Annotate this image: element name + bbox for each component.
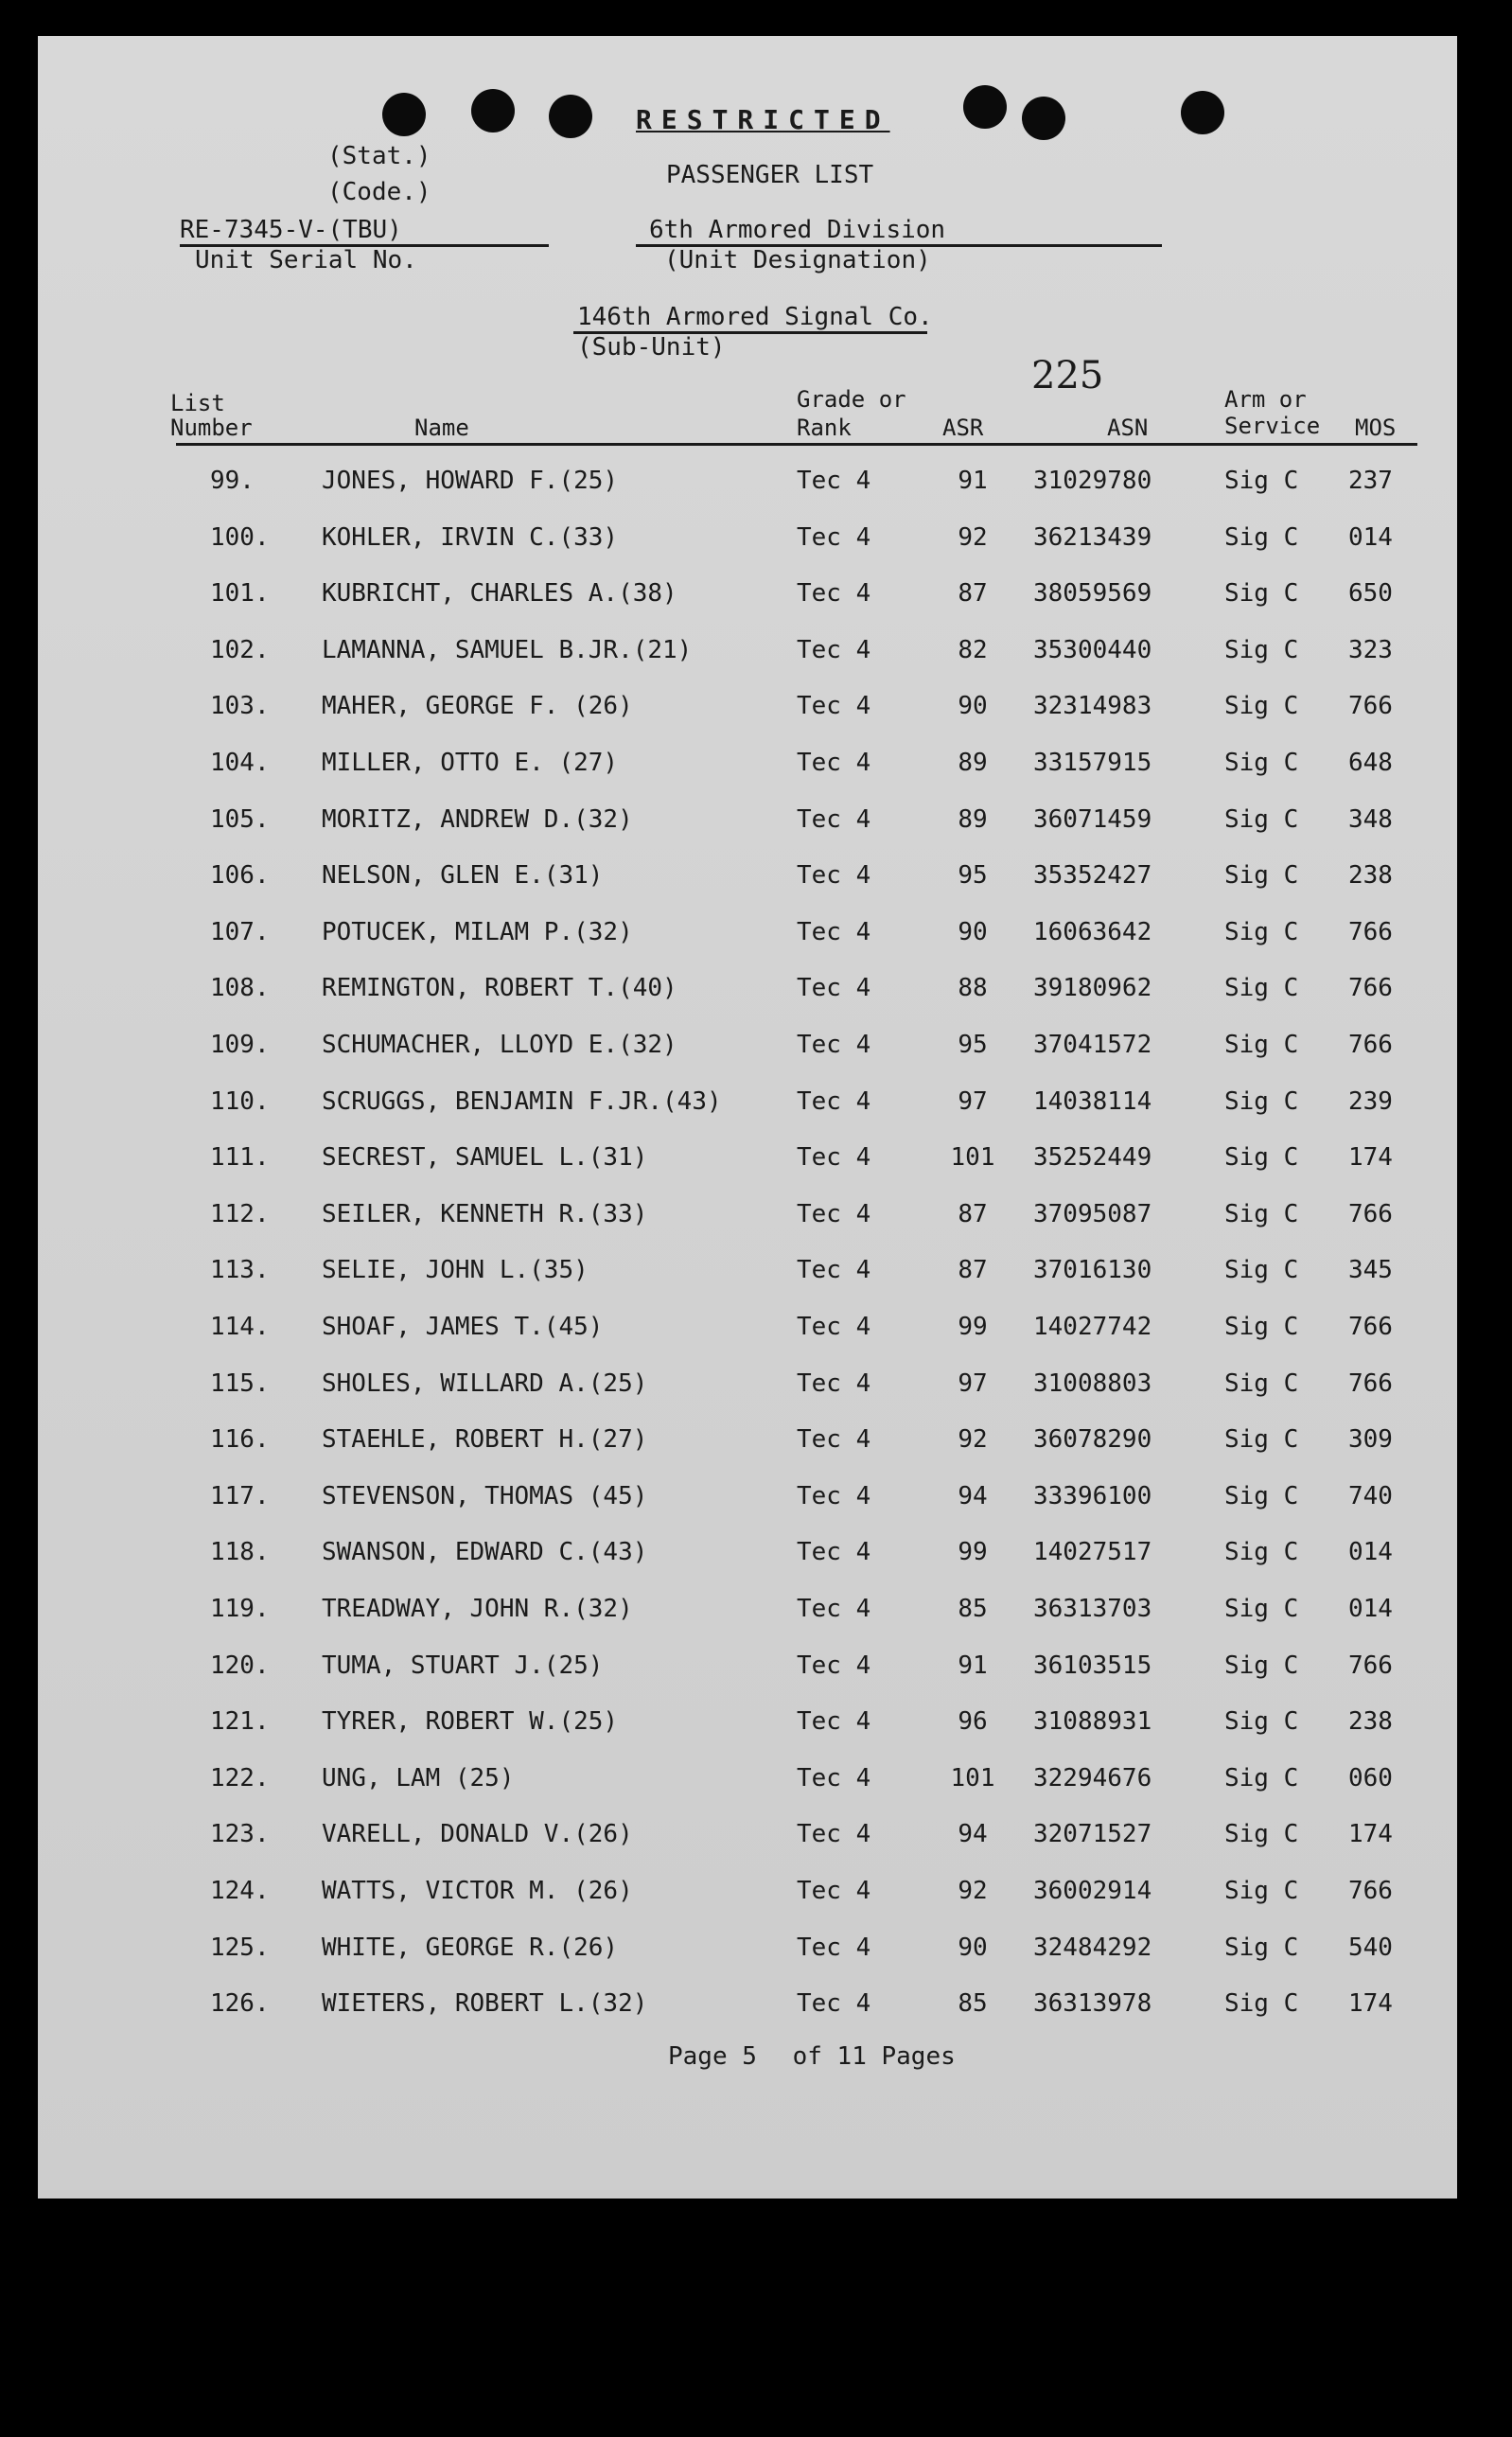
- table-row: [38, 974, 1457, 1012]
- sub-unit-value: 146th Armored Signal Co.: [577, 303, 933, 331]
- passenger-name-cell: STAEHLE, ROBERT H.(27): [322, 1425, 648, 1455]
- arm-service-cell: Sig C: [1224, 1313, 1299, 1341]
- asr-cell: 97: [958, 1369, 988, 1398]
- passenger-name-cell: NELSON, GLEN E.(31): [322, 861, 604, 891]
- grade-cell: Tec 4: [797, 1031, 871, 1059]
- mos-cell: 766: [1348, 1369, 1393, 1398]
- asn-cell: 36078290: [1033, 1425, 1152, 1455]
- unit-designation-value: 6th Armored Division: [649, 216, 946, 244]
- asn-cell: 36103515: [1033, 1651, 1152, 1680]
- list-number-cell: 118.: [210, 1538, 270, 1567]
- list-number-cell: 107.: [210, 917, 270, 946]
- passenger-name-cell: SCHUMACHER, LLOYD E.(32): [322, 1031, 677, 1059]
- grade-cell: Tec 4: [797, 1707, 871, 1737]
- mos-cell: 014: [1348, 1595, 1393, 1623]
- mos-cell: 060: [1348, 1763, 1393, 1792]
- list-number-cell: 123.: [210, 1820, 270, 1849]
- mos-cell: 650: [1348, 579, 1393, 609]
- grade-cell: Tec 4: [797, 635, 871, 664]
- list-number-cell: 111.: [210, 1143, 270, 1173]
- asn-cell: 14038114: [1033, 1086, 1152, 1116]
- passenger-name-cell: STEVENSON, THOMAS (45): [322, 1481, 648, 1510]
- list-number-cell: 108.: [210, 974, 270, 1003]
- list-number-cell: 102.: [210, 635, 270, 664]
- mos-cell: 648: [1348, 749, 1393, 777]
- asr-cell: 91: [958, 467, 988, 495]
- table-row: [38, 636, 1457, 674]
- list-number-cell: 106.: [210, 861, 270, 891]
- arm-service-cell: Sig C: [1224, 749, 1299, 777]
- grade-cell: Tec 4: [797, 1256, 871, 1285]
- mos-cell: 238: [1348, 861, 1393, 891]
- unit-serial-value: RE-7345-V-(TBU): [180, 216, 402, 244]
- header-rule: [176, 443, 1417, 446]
- arm-service-cell: Sig C: [1224, 467, 1299, 495]
- passenger-name-cell: SHOLES, WILLARD A.(25): [322, 1369, 648, 1398]
- table-row: [38, 918, 1457, 956]
- table-row: [38, 1425, 1457, 1463]
- arm-service-cell: Sig C: [1224, 1877, 1299, 1905]
- asn-cell: 16063642: [1033, 917, 1152, 946]
- table-row: [38, 1256, 1457, 1294]
- col-arm-2: Service: [1224, 413, 1321, 439]
- col-name: Name: [414, 415, 469, 441]
- arm-service-cell: Sig C: [1224, 692, 1299, 721]
- asr-cell: 99: [958, 1313, 988, 1341]
- asn-cell: 32314983: [1033, 692, 1152, 721]
- punch-hole: [1022, 97, 1065, 140]
- grade-cell: Tec 4: [797, 1933, 871, 1962]
- table-row: [38, 1087, 1457, 1125]
- asr-cell: 92: [958, 522, 988, 552]
- asr-cell: 88: [958, 974, 988, 1003]
- table-row: [38, 1031, 1457, 1068]
- passenger-name-cell: SWANSON, EDWARD C.(43): [322, 1538, 648, 1567]
- grade-cell: Tec 4: [797, 749, 871, 777]
- asn-cell: 35252449: [1033, 1143, 1152, 1173]
- punch-hole: [549, 95, 592, 138]
- asn-cell: 32294676: [1033, 1763, 1152, 1792]
- col-list-number-1: List: [170, 390, 225, 416]
- arm-service-cell: Sig C: [1224, 1651, 1299, 1680]
- table-row: [38, 1877, 1457, 1915]
- asn-cell: 37016130: [1033, 1256, 1152, 1285]
- page-label: Page 5: [668, 2042, 757, 2071]
- list-number-cell: 109.: [210, 1031, 270, 1059]
- page-number: [668, 2042, 956, 2071]
- col-mos: MOS: [1355, 415, 1397, 441]
- col-list-number-2: Number: [170, 415, 253, 441]
- table-row: [38, 749, 1457, 786]
- passenger-name-cell: KUBRICHT, CHARLES A.(38): [322, 579, 677, 609]
- mos-cell: 014: [1348, 1538, 1393, 1567]
- mos-cell: 766: [1348, 1877, 1393, 1905]
- asr-cell: 85: [958, 1989, 988, 2019]
- asn-cell: 35352427: [1033, 861, 1152, 891]
- grade-cell: Tec 4: [797, 1877, 871, 1905]
- arm-service-cell: Sig C: [1224, 1369, 1299, 1398]
- table-row: [38, 1934, 1457, 1971]
- grade-cell: Tec 4: [797, 1369, 871, 1398]
- mos-cell: 766: [1348, 917, 1393, 946]
- table-row: [38, 1369, 1457, 1407]
- mos-cell: 174: [1348, 1143, 1393, 1173]
- unit-designation-label: (Unit Designation): [664, 246, 931, 274]
- asn-cell: 36071459: [1033, 804, 1152, 834]
- col-grade-1: Grade or: [797, 386, 906, 413]
- col-asn: ASN: [1107, 415, 1149, 441]
- mos-cell: 345: [1348, 1256, 1393, 1285]
- passenger-name-cell: SELIE, JOHN L.(35): [322, 1256, 589, 1285]
- asn-cell: 31088931: [1033, 1707, 1152, 1737]
- passenger-name-cell: TYRER, ROBERT W.(25): [322, 1707, 619, 1737]
- table-row: [38, 1143, 1457, 1181]
- stat-label: (Stat.): [327, 142, 431, 170]
- arm-service-cell: Sig C: [1224, 635, 1299, 664]
- passenger-name-cell: REMINGTON, ROBERT T.(40): [322, 974, 677, 1003]
- punch-hole: [382, 93, 426, 136]
- passenger-name-cell: WIETERS, ROBERT L.(32): [322, 1989, 648, 2019]
- arm-service-cell: Sig C: [1224, 861, 1299, 891]
- passenger-name-cell: UNG, LAM (25): [322, 1763, 515, 1792]
- arm-service-cell: Sig C: [1224, 1143, 1299, 1173]
- asn-cell: 36002914: [1033, 1877, 1152, 1905]
- passenger-name-cell: SEILER, KENNETH R.(33): [322, 1199, 648, 1228]
- grade-cell: Tec 4: [797, 1086, 871, 1116]
- asn-cell: 37095087: [1033, 1199, 1152, 1228]
- asr-cell: 92: [958, 1877, 988, 1905]
- asr-cell: 82: [958, 635, 988, 664]
- passenger-name-cell: LAMANNA, SAMUEL B.JR.(21): [322, 635, 693, 664]
- col-grade-2: Rank: [797, 415, 852, 441]
- asr-cell: 94: [958, 1481, 988, 1510]
- arm-service-cell: Sig C: [1224, 1933, 1299, 1962]
- asr-cell: 95: [958, 861, 988, 891]
- list-number-cell: 116.: [210, 1425, 270, 1455]
- mos-cell: 766: [1348, 1651, 1393, 1680]
- asr-cell: 89: [958, 804, 988, 834]
- asn-cell: 14027742: [1033, 1313, 1152, 1341]
- arm-service-cell: Sig C: [1224, 1595, 1299, 1623]
- asn-cell: 39180962: [1033, 974, 1152, 1003]
- punch-hole: [1181, 91, 1224, 134]
- passenger-name-cell: WHITE, GEORGE R.(26): [322, 1933, 619, 1962]
- arm-service-cell: Sig C: [1224, 522, 1299, 552]
- arm-service-cell: Sig C: [1224, 804, 1299, 834]
- page-of-label: of 11 Pages: [792, 2042, 956, 2071]
- list-number-cell: 126.: [210, 1989, 270, 2019]
- grade-cell: Tec 4: [797, 1763, 871, 1792]
- document-title: PASSENGER LIST: [666, 161, 874, 189]
- asr-cell: 97: [958, 1086, 988, 1116]
- list-number-cell: 119.: [210, 1595, 270, 1623]
- grade-cell: Tec 4: [797, 1595, 871, 1623]
- asn-cell: 36313703: [1033, 1595, 1152, 1623]
- passenger-name-cell: MORITZ, ANDREW D.(32): [322, 804, 633, 834]
- handwritten-number: 225: [1031, 354, 1104, 397]
- asr-cell: 90: [958, 692, 988, 721]
- grade-cell: Tec 4: [797, 974, 871, 1003]
- list-number-cell: 124.: [210, 1877, 270, 1905]
- list-number-cell: 100.: [210, 522, 270, 552]
- list-number-cell: 113.: [210, 1256, 270, 1285]
- table-row: [38, 1313, 1457, 1351]
- list-number-cell: 114.: [210, 1313, 270, 1341]
- grade-cell: Tec 4: [797, 1481, 871, 1510]
- mos-cell: 348: [1348, 804, 1393, 834]
- passenger-name-cell: SHOAF, JAMES T.(45): [322, 1313, 604, 1341]
- asr-cell: 94: [958, 1820, 988, 1849]
- list-number-cell: 121.: [210, 1707, 270, 1737]
- list-number-cell: 115.: [210, 1369, 270, 1398]
- table-row: [38, 523, 1457, 561]
- asr-cell: 92: [958, 1425, 988, 1455]
- passenger-name-cell: MILLER, OTTO E. (27): [322, 749, 619, 777]
- unit-serial-label: Unit Serial No.: [195, 246, 417, 274]
- arm-service-cell: Sig C: [1224, 579, 1299, 609]
- col-asr: ASR: [942, 415, 984, 441]
- mos-cell: 766: [1348, 1313, 1393, 1341]
- passenger-name-cell: JONES, HOWARD F.(25): [322, 467, 619, 495]
- asr-cell: 85: [958, 1595, 988, 1623]
- asr-cell: 87: [958, 1256, 988, 1285]
- passenger-name-cell: TREADWAY, JOHN R.(32): [322, 1595, 633, 1623]
- grade-cell: Tec 4: [797, 1820, 871, 1849]
- grade-cell: Tec 4: [797, 522, 871, 552]
- passenger-name-cell: MAHER, GEORGE F. (26): [322, 692, 633, 721]
- table-row: [38, 861, 1457, 899]
- asn-cell: 31008803: [1033, 1369, 1152, 1398]
- arm-service-cell: Sig C: [1224, 1707, 1299, 1737]
- table-row: [38, 1482, 1457, 1520]
- mos-cell: 540: [1348, 1933, 1393, 1962]
- table-row: [38, 1707, 1457, 1745]
- passenger-name-cell: KOHLER, IRVIN C.(33): [322, 522, 619, 552]
- list-number-cell: 104.: [210, 749, 270, 777]
- table-row: [38, 1764, 1457, 1802]
- asn-cell: 33396100: [1033, 1481, 1152, 1510]
- grade-cell: Tec 4: [797, 1651, 871, 1680]
- table-row: [38, 1820, 1457, 1858]
- table-row: [38, 467, 1457, 504]
- mos-cell: 740: [1348, 1481, 1393, 1510]
- list-number-cell: 105.: [210, 804, 270, 834]
- mos-cell: 766: [1348, 1031, 1393, 1059]
- arm-service-cell: Sig C: [1224, 974, 1299, 1003]
- asn-cell: 32484292: [1033, 1933, 1152, 1962]
- asn-cell: 31029780: [1033, 467, 1152, 495]
- mos-cell: 239: [1348, 1086, 1393, 1116]
- list-number-cell: 112.: [210, 1199, 270, 1228]
- passenger-name-cell: TUMA, STUART J.(25): [322, 1651, 604, 1680]
- mos-cell: 238: [1348, 1707, 1393, 1737]
- asn-cell: 36313978: [1033, 1989, 1152, 2019]
- asr-cell: 87: [958, 1199, 988, 1228]
- table-row: [38, 1538, 1457, 1576]
- list-number-cell: 125.: [210, 1933, 270, 1962]
- list-number-cell: 120.: [210, 1651, 270, 1680]
- list-number-cell: 103.: [210, 692, 270, 721]
- grade-cell: Tec 4: [797, 692, 871, 721]
- mos-cell: 174: [1348, 1989, 1393, 2019]
- arm-service-cell: Sig C: [1224, 1199, 1299, 1228]
- list-number-cell: 110.: [210, 1086, 270, 1116]
- grade-cell: Tec 4: [797, 804, 871, 834]
- restricted-stamp: RESTRICTED: [636, 104, 890, 135]
- grade-cell: Tec 4: [797, 861, 871, 891]
- list-number-cell: 117.: [210, 1481, 270, 1510]
- passenger-name-cell: SCRUGGS, BENJAMIN F.JR.(43): [322, 1086, 722, 1116]
- asr-cell: 91: [958, 1651, 988, 1680]
- asr-cell: 87: [958, 579, 988, 609]
- table-row: [38, 1651, 1457, 1689]
- table-row: [38, 805, 1457, 843]
- asr-cell: 101: [950, 1143, 995, 1173]
- arm-service-cell: Sig C: [1224, 1425, 1299, 1455]
- code-label: (Code.): [327, 178, 431, 206]
- arm-service-cell: Sig C: [1224, 1538, 1299, 1567]
- asr-cell: 96: [958, 1707, 988, 1737]
- list-number-cell: 122.: [210, 1763, 270, 1792]
- arm-service-cell: Sig C: [1224, 1820, 1299, 1849]
- asn-cell: 32071527: [1033, 1820, 1152, 1849]
- asn-cell: 38059569: [1033, 579, 1152, 609]
- arm-service-cell: Sig C: [1224, 1031, 1299, 1059]
- mos-cell: 766: [1348, 1199, 1393, 1228]
- asn-cell: 33157915: [1033, 749, 1152, 777]
- table-row: [38, 1595, 1457, 1633]
- asr-cell: 95: [958, 1031, 988, 1059]
- asr-cell: 99: [958, 1538, 988, 1567]
- asn-cell: 35300440: [1033, 635, 1152, 664]
- arm-service-cell: Sig C: [1224, 1086, 1299, 1116]
- mos-cell: 014: [1348, 522, 1393, 552]
- asr-cell: 101: [950, 1763, 995, 1792]
- arm-service-cell: Sig C: [1224, 1481, 1299, 1510]
- table-row: [38, 579, 1457, 617]
- table-row: [38, 1200, 1457, 1238]
- grade-cell: Tec 4: [797, 1199, 871, 1228]
- passenger-name-cell: WATTS, VICTOR M. (26): [322, 1877, 633, 1905]
- mos-cell: 766: [1348, 692, 1393, 721]
- grade-cell: Tec 4: [797, 917, 871, 946]
- sub-unit-label: (Sub-Unit): [577, 333, 726, 362]
- grade-cell: Tec 4: [797, 579, 871, 609]
- passenger-name-cell: VARELL, DONALD V.(26): [322, 1820, 633, 1849]
- mos-cell: 237: [1348, 467, 1393, 495]
- asr-cell: 90: [958, 917, 988, 946]
- arm-service-cell: Sig C: [1224, 1989, 1299, 2019]
- list-number-cell: 99.: [210, 467, 255, 495]
- punch-hole: [471, 89, 515, 132]
- asn-cell: 36213439: [1033, 522, 1152, 552]
- grade-cell: Tec 4: [797, 467, 871, 495]
- asn-cell: 37041572: [1033, 1031, 1152, 1059]
- grade-cell: Tec 4: [797, 1425, 871, 1455]
- grade-cell: Tec 4: [797, 1143, 871, 1173]
- arm-service-cell: Sig C: [1224, 917, 1299, 946]
- punch-hole: [963, 85, 1007, 129]
- list-number-cell: 101.: [210, 579, 270, 609]
- table-row: [38, 692, 1457, 730]
- grade-cell: Tec 4: [797, 1989, 871, 2019]
- arm-service-cell: Sig C: [1224, 1763, 1299, 1792]
- col-arm-1: Arm or: [1224, 386, 1307, 413]
- document-page: [38, 36, 1457, 2199]
- asr-cell: 89: [958, 749, 988, 777]
- grade-cell: Tec 4: [797, 1313, 871, 1341]
- passenger-name-cell: POTUCEK, MILAM P.(32): [322, 917, 633, 946]
- arm-service-cell: Sig C: [1224, 1256, 1299, 1285]
- table-row: [38, 1989, 1457, 2027]
- mos-cell: 766: [1348, 974, 1393, 1003]
- asr-cell: 90: [958, 1933, 988, 1962]
- asn-cell: 14027517: [1033, 1538, 1152, 1567]
- mos-cell: 174: [1348, 1820, 1393, 1849]
- passenger-name-cell: SECREST, SAMUEL L.(31): [322, 1143, 648, 1173]
- mos-cell: 309: [1348, 1425, 1393, 1455]
- grade-cell: Tec 4: [797, 1538, 871, 1567]
- mos-cell: 323: [1348, 635, 1393, 664]
